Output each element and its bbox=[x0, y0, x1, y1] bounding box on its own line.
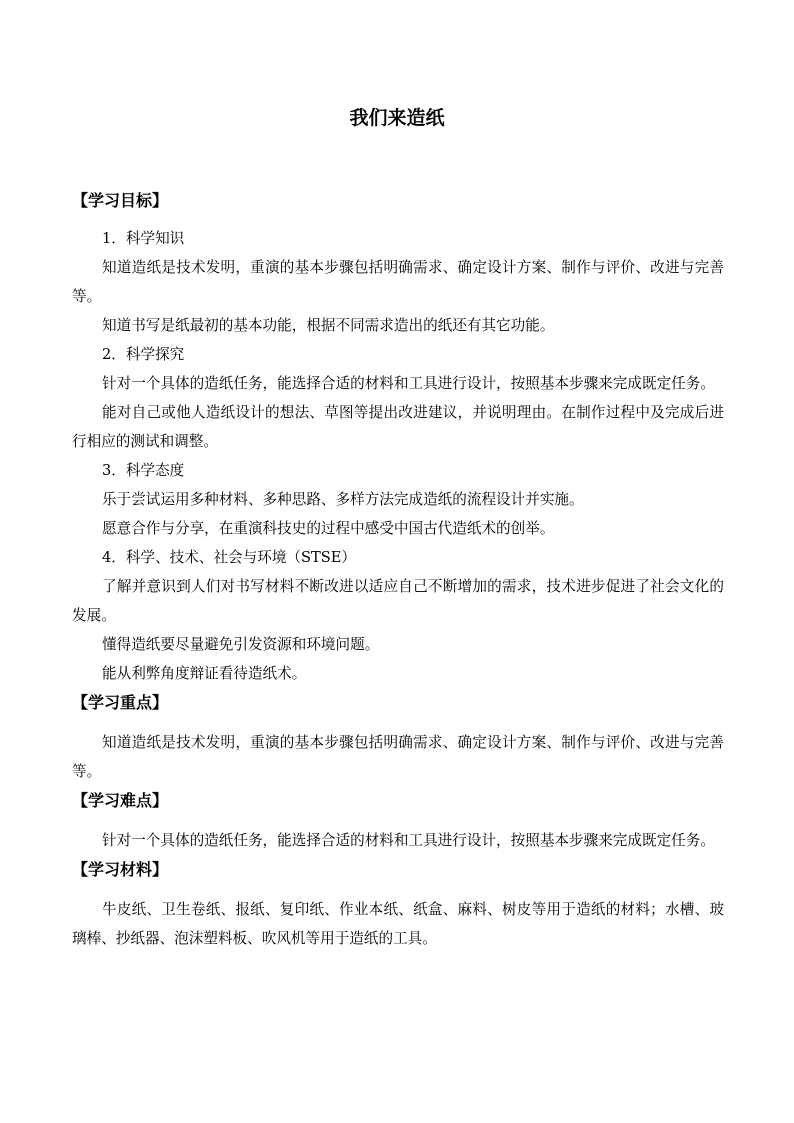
objective-3-title: 3．科学态度 bbox=[102, 462, 185, 479]
objective-4-paragraph-3: 能从利弊角度辩证看待造纸术。 bbox=[102, 665, 307, 682]
materials-heading: 【学习材料】 bbox=[72, 860, 169, 879]
objective-2-paragraph-2: 能对自己或他人造纸设计的想法、草图等提出改进建议，并说明理由。在制作过程中及完成后进行相应的测试和调整。 bbox=[72, 404, 724, 450]
key-points-heading: 【学习重点】 bbox=[72, 693, 169, 712]
objective-4-paragraph-1: 了解并意识到人们对书写材料不断改进以适应自己不断增加的需求，技术进步促进了社会文化的发展。 bbox=[72, 578, 724, 624]
materials-paragraph: 牛皮纸、卫生卷纸、报纸、复印纸、作业本纸、纸盒、麻料、树皮等用于造纸的材料；水槽、玻璃棒、抄纸器、泡沫塑料板、吹风机等用于造纸的工具。 bbox=[72, 901, 724, 947]
objective-3-paragraph-2: 愿意合作与分享，在重演科技史的过程中感受中国古代造纸术的创举。 bbox=[102, 520, 555, 537]
objective-2-paragraph-1: 针对一个具体的造纸任务，能选择合适的材料和工具进行设计，按照基本步骤来完成既定任务。 bbox=[102, 375, 715, 392]
objective-1-paragraph-1: 知道造纸是技术发明，重演的基本步骤包括明确需求、确定设计方案、制作与评价、改进与完善等。 bbox=[72, 259, 724, 305]
objective-3-paragraph-1: 乐于尝试运用多种材料、多种思路、多样方法完成造纸的流程设计并实施。 bbox=[102, 491, 584, 508]
objective-1-paragraph-2: 知道书写是纸最初的基本功能，根据不同需求造出的纸还有其它功能。 bbox=[102, 317, 555, 334]
objective-1-title: 1．科学知识 bbox=[102, 230, 185, 247]
document-body bbox=[72, 186, 724, 953]
key-points-paragraph: 知道造纸是技术发明，重演的基本步骤包括明确需求、确定设计方案、制作与评价、改进与完善等。 bbox=[72, 734, 724, 780]
objective-2-title: 2．科学探究 bbox=[102, 346, 185, 363]
objectives-heading: 【学习目标】 bbox=[72, 191, 169, 210]
objective-4-title: 4．科学、技术、社会与环境（STSE） bbox=[102, 549, 356, 566]
difficulties-paragraph: 针对一个具体的造纸任务，能选择合适的材料和工具进行设计，按照基本步骤来完成既定任务。 bbox=[102, 832, 715, 849]
page-title: 我们来造纸 bbox=[349, 107, 445, 129]
difficulties-heading: 【学习难点】 bbox=[72, 791, 169, 810]
objective-4-paragraph-2: 懂得造纸要尽量避免引发资源和环境问题。 bbox=[102, 636, 380, 653]
